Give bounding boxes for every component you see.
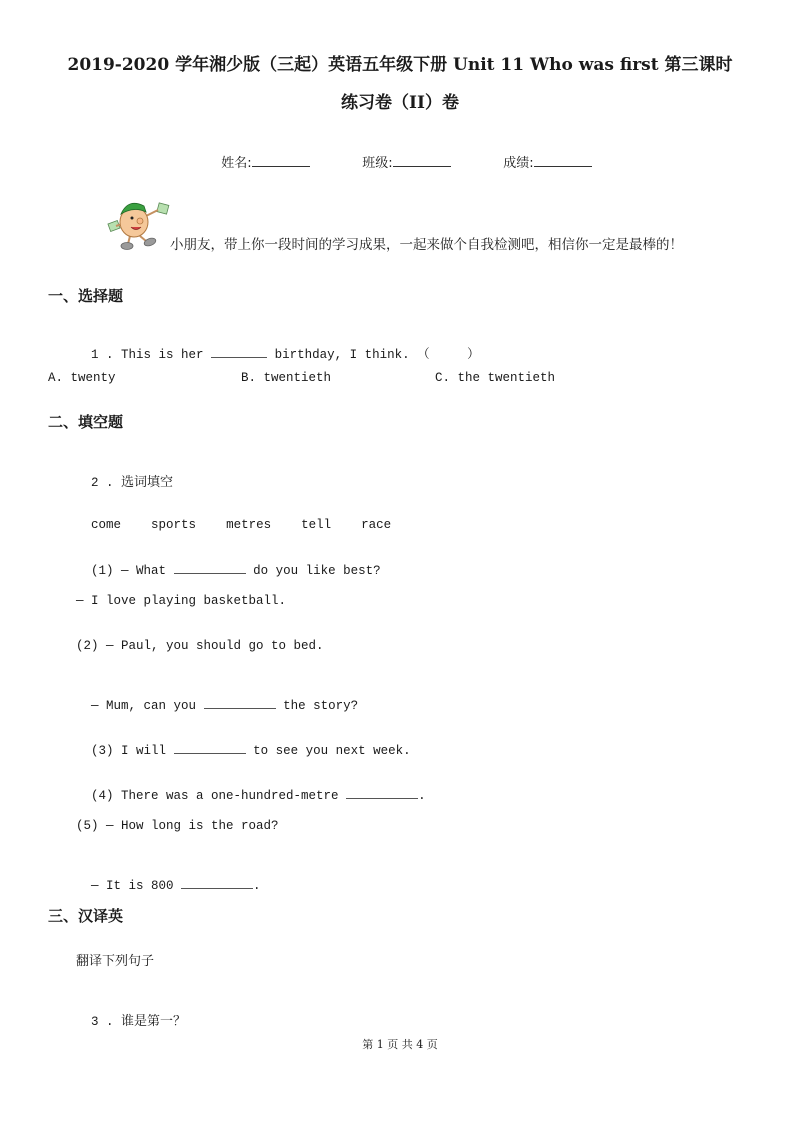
word-bank-item: come: [91, 518, 122, 532]
fill-item-4: [76, 774, 426, 803]
word-bank-item: race: [361, 518, 392, 532]
question-text: This is her: [121, 348, 204, 362]
fill-item-1: [76, 549, 381, 578]
class-blank[interactable]: [393, 154, 451, 167]
word-bank-item: sports: [151, 518, 197, 532]
page-number: 第 1 页 共 4 页: [362, 1038, 438, 1051]
answer-blank[interactable]: [181, 878, 253, 889]
fill-item-2: (2) — Paul, you should go to bed.: [76, 639, 324, 653]
answer-blank[interactable]: [174, 743, 246, 754]
fill-item-5: (5) — How long is the road?: [76, 819, 279, 833]
answer-blank[interactable]: [174, 563, 246, 574]
item-text: (3) I will: [91, 744, 167, 758]
name-blank[interactable]: [252, 154, 310, 167]
item-text: to see you next week.: [253, 744, 411, 758]
score-field[interactable]: [495, 137, 592, 171]
item-text: — It is 800: [91, 879, 174, 893]
section-heading-multiple-choice: 一、选择题: [48, 287, 124, 305]
item-text: (4) There was a one-hundred-metre: [91, 789, 339, 803]
word-bank-item: metres: [226, 518, 272, 532]
name-field[interactable]: [213, 137, 310, 171]
answer-blank[interactable]: [211, 347, 267, 358]
fill-item-1-reply: — I love playing basketball.: [76, 594, 287, 608]
score-label: 成绩:: [503, 156, 534, 171]
answer-blank[interactable]: [204, 698, 276, 709]
section-instruction: 翻译下列句子: [76, 954, 155, 969]
option-b[interactable]: B. twentieth: [241, 371, 332, 385]
fill-item-2-reply: [76, 684, 358, 713]
item-text: (1) — What: [91, 564, 167, 578]
option-c[interactable]: C. the twentieth: [435, 371, 556, 385]
question-number: 2 .: [91, 476, 114, 490]
score-blank[interactable]: [534, 154, 592, 167]
document-title-line1: 2019-2020 学年湘少版（三起）英语五年级下册 Unit 11 Who was first 第三课时: [67, 55, 733, 75]
word-bank-item: tell: [301, 518, 332, 532]
fill-item-3: [76, 729, 411, 758]
answer-blank[interactable]: [346, 788, 418, 799]
question-text: 谁是第一？: [121, 1014, 187, 1029]
word-bank: [76, 504, 391, 532]
item-text: .: [253, 879, 261, 893]
item-text: the story?: [283, 699, 359, 713]
fill-item-5-reply: [76, 864, 261, 893]
option-a[interactable]: A. twenty: [48, 371, 116, 385]
cartoon-mascot-icon: [98, 176, 166, 234]
encouragement-text: 小朋友，带上你一段时间的学习成果，一起来做个自我检测吧，相信你一定是最棒的！: [170, 237, 683, 253]
question-number: 3 .: [91, 1015, 114, 1029]
section-heading-translation: 三、汉译英: [48, 907, 124, 925]
document-title-line2: 练习卷（II）卷: [341, 93, 459, 113]
section-heading-fill-in-blank: 二、填空题: [48, 413, 124, 431]
class-field[interactable]: [354, 137, 451, 171]
question-instruction: 选词填空: [121, 475, 174, 490]
question-1: [76, 330, 480, 362]
question-3: [76, 996, 186, 1029]
item-text: do you like best?: [253, 564, 381, 578]
question-number: 1 .: [91, 348, 114, 362]
item-text: .: [418, 789, 426, 803]
item-text: — Mum, can you: [91, 699, 197, 713]
question-2: [76, 457, 173, 490]
question-text: birthday, I think. （ ）: [274, 348, 480, 362]
name-label: 姓名:: [221, 156, 252, 171]
class-label: 班级:: [362, 156, 393, 171]
